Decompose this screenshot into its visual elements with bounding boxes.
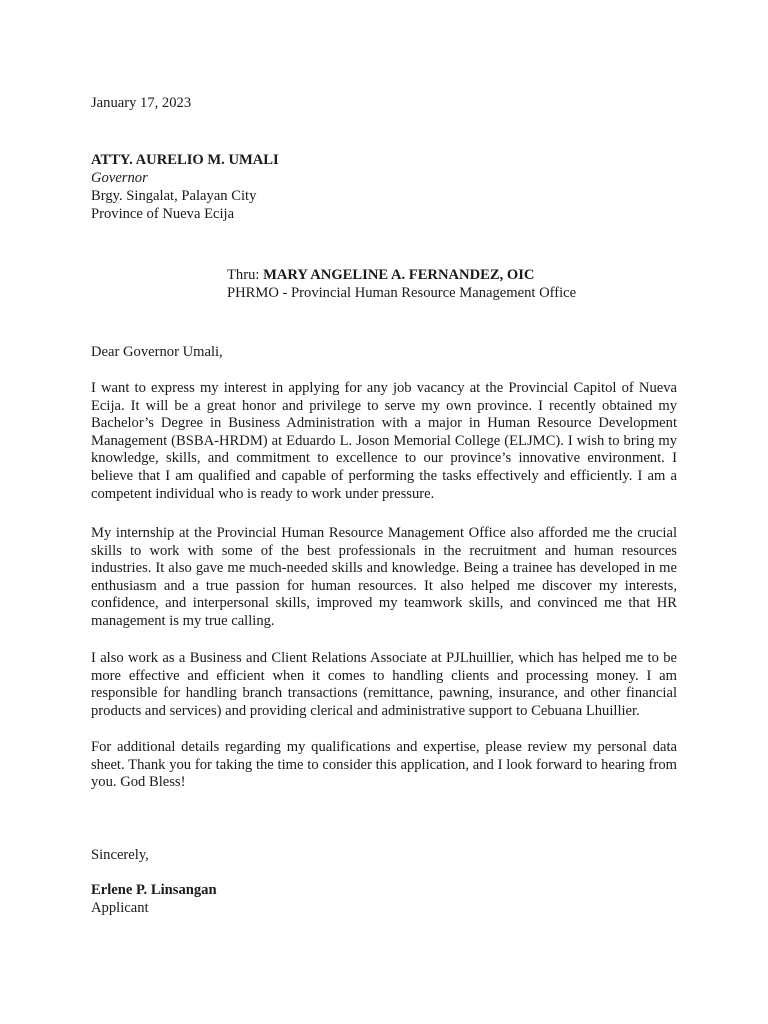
date-text: January 17, 2023 — [91, 95, 192, 111]
closing — [91, 846, 677, 864]
body-paragraph-3: I also work as a Business and Client Relations Associate at PJLhuillier, which has helped me to be more effective and efficient when it comes to handling clients and processing money. I am responsible for handling branch transactions (remittance, pawning, insurance, and other financial products and services) and providing clerical and administrative support to Cebuana Lhuillier. — [91, 650, 677, 719]
body-paragraph-1: I want to express my interest in applying for any job vacancy at the Provincial Capitol of Nueva Ecija. It will be a great honor and privilege to serve my own province. I recently obtained my Bachelor’s Degree in Business Administration with a major in Human Resource Development Management (BSBA-HRDM) at Eduardo L. Joson Memorial College (ELJMC). I wish to bring my knowledge, skills, and commitment to excellence to our province’s innovative environment. I believe that I am qualified and capable of performing the tasks effectively and efficiently. I am a competent individual who is ready to work under pressure. — [91, 380, 677, 502]
thru-line — [227, 266, 687, 284]
recipient-block — [91, 151, 677, 223]
thru-block — [227, 266, 687, 302]
recipient-address-line2: Province of Nueva Ecija — [91, 206, 235, 222]
letter-date — [91, 94, 677, 112]
recipient-title: Governor — [91, 170, 148, 186]
signer-name: Erlene P. Linsangan — [91, 882, 217, 898]
thru-prefix: Thru: — [227, 267, 264, 283]
thru-office: PHRMO - Provincial Human Resource Management Office — [227, 285, 577, 301]
thru-name: MARY ANGELINE A. FERNANDEZ, OIC — [263, 267, 535, 283]
closing-text: Sincerely, — [91, 847, 149, 863]
salutation — [91, 343, 677, 361]
salutation-text: Dear Governor Umali, — [91, 344, 223, 360]
recipient-address-line1: Brgy. Singalat, Palayan City — [91, 188, 257, 204]
recipient-name: ATTY. AURELIO M. UMALI — [91, 152, 279, 168]
signer-role: Applicant — [91, 900, 149, 916]
body-paragraph-2: My internship at the Provincial Human Resource Management Office also afforded me the crucial skills to work with some of the best professionals in the recruitment and human resources industries. It also gave me much-needed skills and knowledge. Being a trainee has developed in me enthusiasm and a true passion for human resources. It also helped me discover my interests, confidence, and interpersonal skills, improved my teamwork skills, and convinced me that HR management is my true calling. — [91, 525, 677, 629]
body-paragraph-4: For additional details regarding my qualifications and expertise, please review my personal data sheet. Thank you for taking the time to consider this application, and I look forward to hearing from you. God Bless! — [91, 739, 677, 791]
signature-block — [91, 881, 677, 917]
